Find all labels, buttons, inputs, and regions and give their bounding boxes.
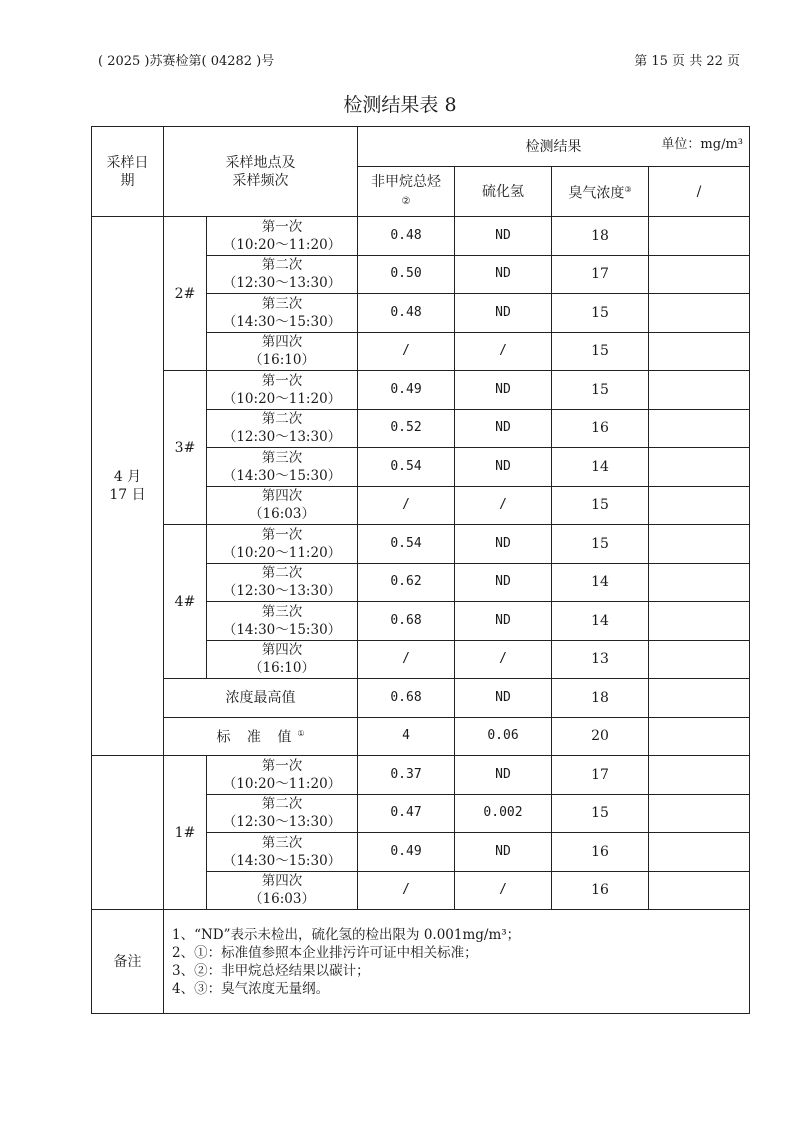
value-cell [649,217,750,256]
value-cell: 15 [552,794,649,833]
standard-row [92,717,750,756]
date-cell: 4 月 17 日 [92,217,164,756]
value-cell: / [455,332,552,371]
value-cell: / [358,332,455,371]
value-cell: 14 [552,602,649,641]
value-cell: ND [455,563,552,602]
value-cell: ND [455,525,552,564]
col-h2s: 硫化氢 [455,167,552,217]
note-line: 3、②：非甲烷总烃结果以碳计； [172,962,370,979]
time-cell: 第四次 （16:10） [207,640,358,679]
value-cell [649,756,750,795]
time-cell: 第二次 （12:30～13:30） [207,563,358,602]
value-cell: 0.47 [358,794,455,833]
notes-content [164,910,750,1014]
col-nmhc: 非甲烷总烃 ② [358,167,455,217]
col-odor: 臭气浓度③ [552,167,649,217]
notes-row [92,910,750,1014]
value-cell: 15 [552,525,649,564]
site-label: 3# [174,439,196,456]
value-cell: 17 [552,255,649,294]
value-cell [649,332,750,371]
value-cell: ND [455,217,552,256]
time-cell: 第四次 （16:10） [207,332,358,371]
site-label: 1# [174,824,196,841]
value-cell: 16 [552,409,649,448]
value-cell: / [455,486,552,525]
value-cell: 0.54 [358,525,455,564]
value-cell: ND [455,756,552,795]
value-cell [649,640,750,679]
value-cell: 20 [552,717,649,756]
note-line: 4、③：臭气浓度无量纲。 [172,980,330,997]
max-label: 浓度最高值 [164,679,358,718]
value-cell: / [455,871,552,910]
value-cell: 0.54 [358,448,455,487]
value-cell: 0.48 [358,294,455,333]
time-cell: 第二次 （12:30～13:30） [207,255,358,294]
value-cell: 16 [552,833,649,872]
standard-label: 标 准 值① [164,717,358,756]
value-cell: ND [455,602,552,641]
results-label: 检测结果 [525,138,582,155]
value-cell [649,794,750,833]
value-cell: 0.37 [358,756,455,795]
note-line: 1、“ND”表示未检出，硫化氢的检出限为 0.001mg/m³； [172,926,521,943]
value-cell [649,255,750,294]
value-cell [649,371,750,410]
value-cell: 0.48 [358,217,455,256]
header-results [358,127,750,167]
site-cell [164,371,207,525]
value-cell: 15 [552,332,649,371]
table-row [92,217,750,256]
value-cell [649,717,750,756]
value-cell [649,525,750,564]
value-cell: 4 [358,717,455,756]
value-cell: 0.68 [358,679,455,718]
col-blank: / [649,167,750,217]
value-cell: 15 [552,371,649,410]
time-cell: 第一次 （10:20～11:20） [207,756,358,795]
site-cell [164,756,207,910]
value-cell: / [358,871,455,910]
header-site: 采样地点及 采样频次 [164,127,358,217]
time-cell: 第三次 （14:30～15:30） [207,294,358,333]
value-cell: ND [455,255,552,294]
site-label: 2# [174,285,196,302]
value-cell: ND [455,294,552,333]
value-cell: 0.50 [358,255,455,294]
result-table [91,126,750,1014]
time-cell: 第二次 （12:30～13:30） [207,409,358,448]
time-cell: 第一次 （10:20～11:20） [207,371,358,410]
value-cell: 0.68 [358,602,455,641]
value-cell [649,679,750,718]
time-cell: 第四次 （16:03） [207,486,358,525]
unit-label: 单位：mg/m³ [661,137,743,152]
value-cell: ND [455,679,552,718]
value-cell: 0.62 [358,563,455,602]
time-cell: 第二次 （12:30～13:30） [207,794,358,833]
date-cell-cont [92,756,164,910]
page-indicator: 第 15 页 共 22 页 [634,54,740,69]
time-cell: 第三次 （14:30～15:30） [207,833,358,872]
value-cell: 13 [552,640,649,679]
value-cell: ND [455,833,552,872]
site-label: 4# [174,593,196,610]
value-cell: 14 [552,563,649,602]
value-cell: 0.49 [358,833,455,872]
value-cell: ND [455,371,552,410]
value-cell: 0.49 [358,371,455,410]
value-cell: 0.002 [455,794,552,833]
value-cell: 18 [552,217,649,256]
value-cell [649,602,750,641]
time-cell: 第三次 （14:30～15:30） [207,602,358,641]
max-row [92,679,750,718]
table-row [92,371,750,410]
value-cell: / [455,640,552,679]
value-cell: 0.06 [455,717,552,756]
value-cell: 15 [552,294,649,333]
table-row [92,756,750,795]
header-date: 采样日 期 [92,127,164,217]
value-cell [649,871,750,910]
value-cell: ND [455,409,552,448]
value-cell: 15 [552,486,649,525]
report-number: ( 2025 )苏赛检第( 04282 )号 [98,54,275,69]
site-cell [164,217,207,371]
time-cell: 第四次 （16:03） [207,871,358,910]
value-cell: 14 [552,448,649,487]
value-cell: / [358,486,455,525]
table-title: 检测结果表 8 [343,94,457,116]
value-cell [649,409,750,448]
time-cell: 第三次 （14:30～15:30） [207,448,358,487]
time-cell: 第一次 （10:20～11:20） [207,525,358,564]
table-row [92,525,750,564]
note-line: 2、①：标准值参照本企业排污许可证中相关标准； [172,944,478,961]
site-cell [164,525,207,679]
value-cell: 0.52 [358,409,455,448]
value-cell [649,448,750,487]
value-cell [649,563,750,602]
value-cell: ND [455,448,552,487]
time-cell: 第一次 （10:20～11:20） [207,217,358,256]
value-cell: / [358,640,455,679]
value-cell [649,833,750,872]
notes-label: 备注 [92,910,164,1014]
value-cell: 17 [552,756,649,795]
value-cell: 18 [552,679,649,718]
value-cell: 16 [552,871,649,910]
value-cell [649,294,750,333]
value-cell [649,486,750,525]
